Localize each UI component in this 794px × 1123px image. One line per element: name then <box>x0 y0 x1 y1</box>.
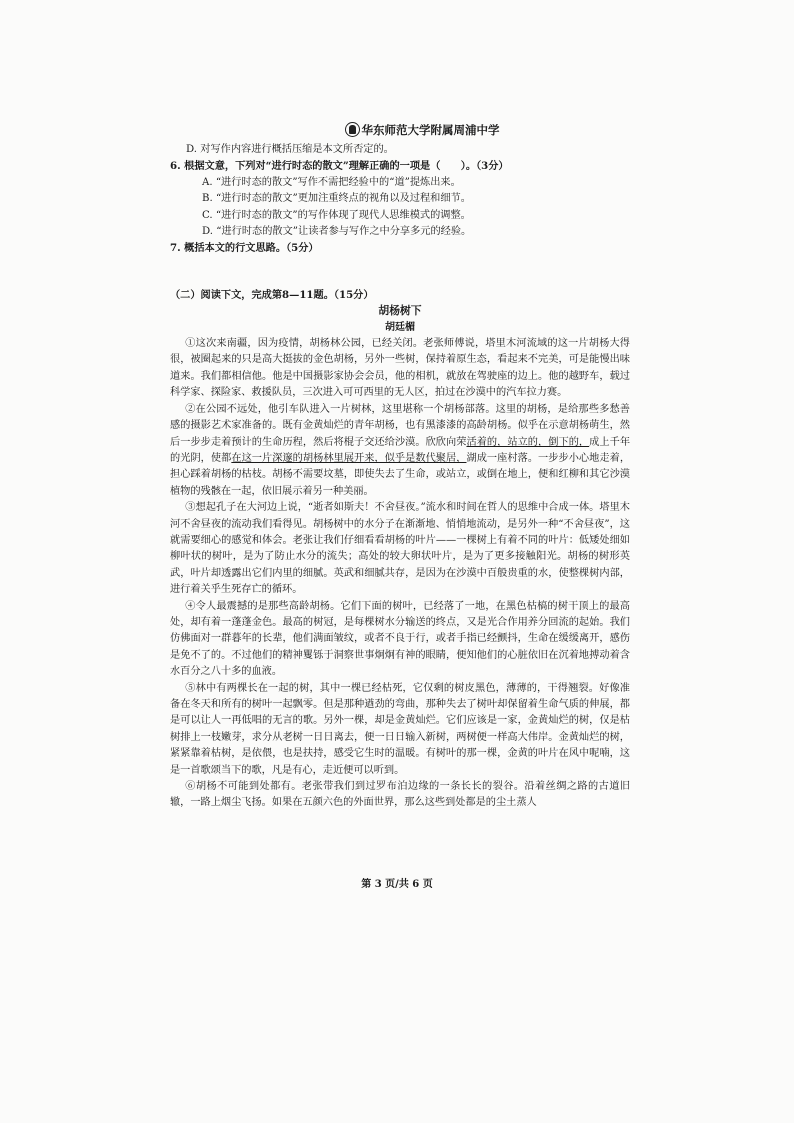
paragraph-2-part-a: ②在公园不远处，他引车队进入一片树林，这里堪称一个胡杨部落。这里的胡杨，是给那些多愁善感的摄影艺术家准备的。既有金黄灿烂的青年胡杨，也有黑漆漆的高龄胡杨。似乎在示意胡杨萌生，然后一步步走着预计的生命历程，然后将棍子交还给沙漠。欣欣向荣 <box>170 403 630 448</box>
paragraph-1: ①这次来南疆，因为疫情，胡杨林公园，已经关闭。老张师傅说，塔里木河流域的这一片胡杨大得很，被圈起来的只是高大挺拔的金色胡杨，另外一些树，保持着原生态，看起来不完美，可是能慢出味道来。我们都相信他。他是中国摄影家协会会员，他的相机，就放在驾驶座的边上。他的越野车，载过科学家、探险家、救援队员，三次进入可可西里的无人区，拍过在沙漠中的汽车拉力赛。 <box>170 338 630 399</box>
section-2-heading: （二）阅读下文，完成第8—11题。（15分） <box>170 288 374 301</box>
school-logo-icon <box>345 122 360 137</box>
previous-option-d: D. 对写作内容进行概括压缩是本文所否定的。 <box>186 144 394 155</box>
article-title: 胡杨树下 <box>378 304 422 318</box>
paragraph-3: ③想起孔子在大河边上说，“逝者如斯夫！不舍昼夜。”流水和时间在哲人的思维中合成一体。塔里木河不舍昼夜的流动我们看得见。胡杨树中的水分子在渐渐地、悄悄地流动，是另外一种“不舍昼夜”，这就需要细心的感觉和体会。老张让我们仔细看看胡杨的叶片——一棵树上有着不同的叶片：低矮处细如柳叶状的树叶，是为了防止水分的流失；高处的较大卵状叶片，是为了更多接触阳光。胡杨的树形英武，叶片却透露出它们内里的细腻。英武和细腻共存，是因为在沙漠中百般贵重的水，使整棵树内部，进行着关乎生死存亡的循环。 <box>170 502 630 596</box>
paragraph-2-part-b: 成上千年的光阴，使都 <box>170 436 631 464</box>
paragraph-6: ⑥胡杨不可能到处都有。老张带我们到过罗布泊边缘的一条长长的裂谷。沿着丝绸之路的古道旧辙，一路上烟尘飞扬。如果在五颜六色的外面世界，那么这些到处都是的尘土蒸人 <box>170 781 630 809</box>
article-author: 胡廷楣 <box>385 321 415 333</box>
question-6-option-c: C. “进行时态的散文”的写作体现了现代人思维模式的调整。 <box>202 209 471 221</box>
paragraph-2-underlined-1: 活着的，站立的，倒下的， <box>466 436 590 448</box>
paragraph-5: ⑤林中有两棵长在一起的树，其中一棵已经枯死，它仅剩的树皮黑色，薄薄的，干得翘裂。好像准备在冬天和所有的树叶一起飘零。但是那种遒劲的弯曲，那种失去了树叶却保留着生命气质的伸展，都是可以让人一再低唱的无言的歌。另外一棵，却是金黄灿烂。它们应该是一家，金黄灿烂的树，仅是枯树排上一枝嫩芽，求分从老树一日日离去，便一日日输入新树，两树便一样高大伟岸。金黄灿烂的树，紧紧靠着枯树，是依偎，也是扶持，感受它生时的温暖。有树叶的那一棵，金黄的叶片在风中呢喃，这是一首歌颂当下的歌，凡是有心，走近便可以听到。 <box>170 682 630 776</box>
question-6-option-a: A. “进行时态的散文”写作不需把经验中的“道”提炼出来。 <box>202 176 461 188</box>
question-7-stem: 7. 概括本文的行文思路。（5分） <box>170 242 319 255</box>
question-6-option-b: B. “进行时态的散文”更加注重终点的视角以及过程和细节。 <box>202 193 471 205</box>
question-6-option-d: D. “进行时态的散文”让读者参与写作之中分享多元的经验。 <box>202 226 472 238</box>
school-header <box>170 118 630 142</box>
paragraph-2-underlined-2: 在这一片深邃的胡杨林里展开来，似乎是数代聚居， <box>231 452 467 464</box>
paragraph-2 <box>170 402 630 500</box>
paragraph-4: ④令人最震撼的是那些高龄胡杨。它们下面的树叶，已经落了一地，在黑色枯槁的树干顶上的最高处，却有着一蓬蓬金色。最高的树冠，是每棵树水分输送的终点，又是光合作用养分回流的起始。我们仿佛面对一群暮年的长辈，他们满面皱纹，或者不良于行，或者手指已经颤抖，生命在缓缓离开，感伤是免不了的。不过他们的精神矍铄于洞察世事炯炯有神的眼睛，便知他们的心脏依旧在沉着地搏动着含水百分之八十多的血液。 <box>170 600 630 678</box>
spacer <box>170 257 630 275</box>
page-content <box>170 118 630 812</box>
paragraph-2-part-c: 湖成一座村落。一步步小心地走着，担心踩着胡杨的枯枝。胡杨不需要坟墓，即使失去了生命，或站立，或倒在地上，便和红柳和其它沙漠植物的残骸在一起，依旧展示着另一种美丽。 <box>170 452 631 497</box>
question-6-stem: 6. 根据文意，下列对“进行时态的散文”理解正确的一项是（ ）。（3分） <box>170 160 509 173</box>
school-name: 华东师范大学附属周浦中学 <box>361 123 500 137</box>
page-number: 第 3 页/共 6 页 <box>361 879 433 890</box>
